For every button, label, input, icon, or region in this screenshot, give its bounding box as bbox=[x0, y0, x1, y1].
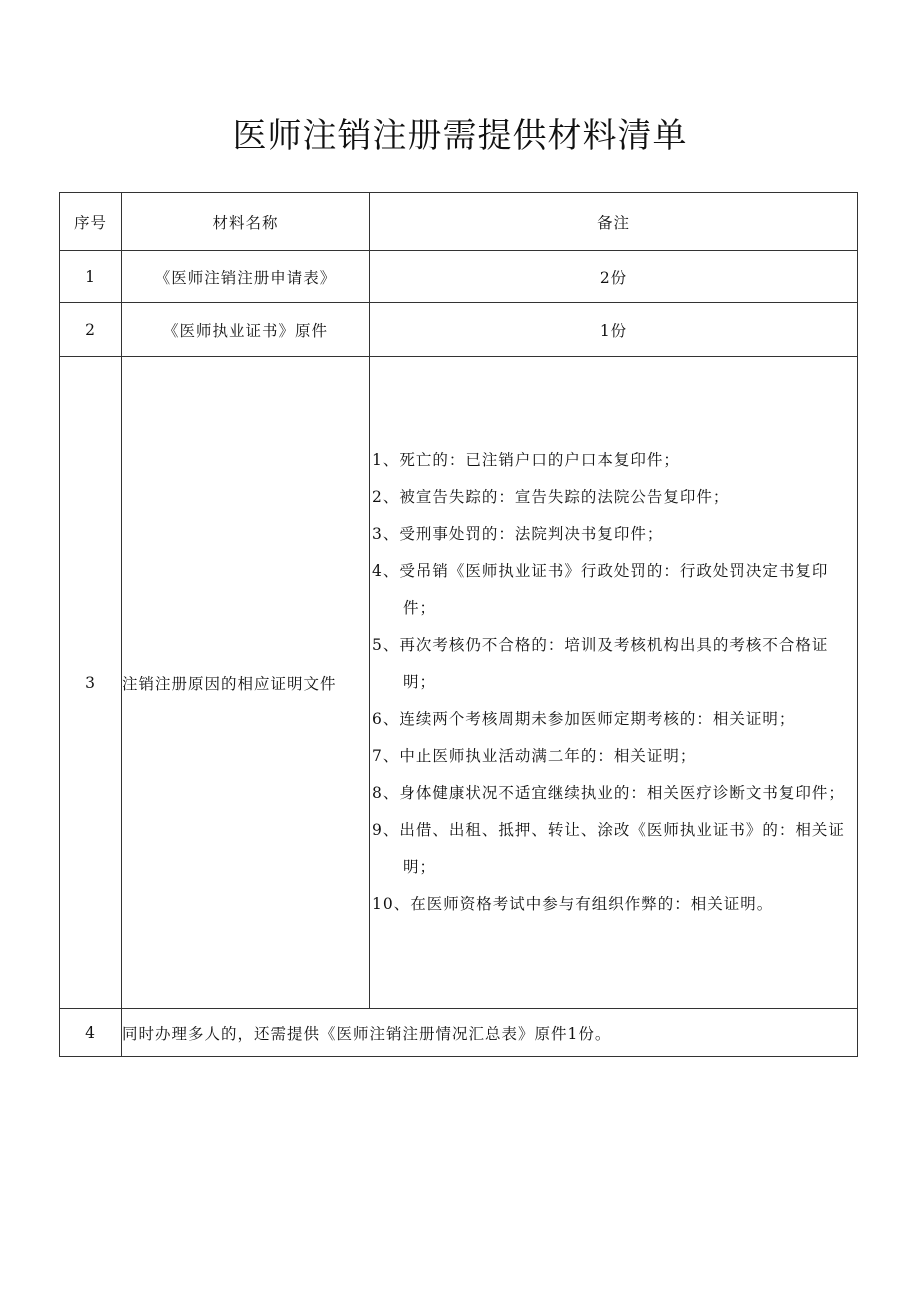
material-note: 2份 bbox=[370, 251, 858, 303]
reason-item: 10、在医师资格考试中参与有组织作弊的：相关证明。 bbox=[372, 895, 774, 913]
document-title: 医师注销注册需提供材料清单 bbox=[232, 116, 688, 156]
header-no: 序号 bbox=[60, 193, 122, 251]
row-number: 1 bbox=[60, 251, 122, 303]
material-name: 《医师执业证书》原件 bbox=[122, 303, 370, 357]
table-row bbox=[60, 1009, 858, 1057]
row-number: 3 bbox=[60, 357, 122, 1009]
reason-item: 5、再次考核仍不合格的：培训及考核机构出具的考核不合格证明； bbox=[372, 636, 829, 691]
table-row bbox=[60, 357, 858, 1009]
material-note: 1份 bbox=[370, 303, 858, 357]
reason-item: 6、连续两个考核周期未参加医师定期考核的：相关证明； bbox=[372, 710, 796, 728]
materials-table bbox=[59, 192, 858, 1057]
table-row bbox=[60, 251, 858, 303]
reason-item: 1、死亡的：已注销户口的户口本复印件； bbox=[372, 451, 680, 469]
material-name: 注销注册原因的相应证明文件 bbox=[122, 357, 370, 1009]
reason-item: 7、中止医师执业活动满二年的：相关证明； bbox=[372, 747, 697, 765]
header-name: 材料名称 bbox=[122, 193, 370, 251]
reason-list-cell bbox=[370, 357, 858, 1009]
reason-item: 4、受吊销《医师执业证书》行政处罚的：行政处罚决定书复印件； bbox=[372, 562, 829, 617]
header-note: 备注 bbox=[370, 193, 858, 251]
multi-person-note: 同时办理多人的，还需提供《医师注销注册情况汇总表》原件1份。 bbox=[122, 1009, 858, 1057]
row-number: 4 bbox=[60, 1009, 122, 1057]
table-header-row bbox=[60, 193, 858, 251]
reason-item: 8、身体健康状况不适宜继续执业的：相关医疗诊断文书复印件； bbox=[372, 784, 845, 802]
table-row bbox=[60, 303, 858, 357]
reason-list bbox=[370, 442, 857, 923]
material-name: 《医师注销注册申请表》 bbox=[122, 251, 370, 303]
reason-item: 3、受刑事处罚的：法院判决书复印件； bbox=[372, 525, 664, 543]
row-number: 2 bbox=[60, 303, 122, 357]
reason-item: 2、被宣告失踪的：宣告失踪的法院公告复印件； bbox=[372, 488, 730, 506]
reason-item: 9、出借、出租、抵押、转让、涂改《医师执业证书》的：相关证明； bbox=[372, 821, 845, 876]
